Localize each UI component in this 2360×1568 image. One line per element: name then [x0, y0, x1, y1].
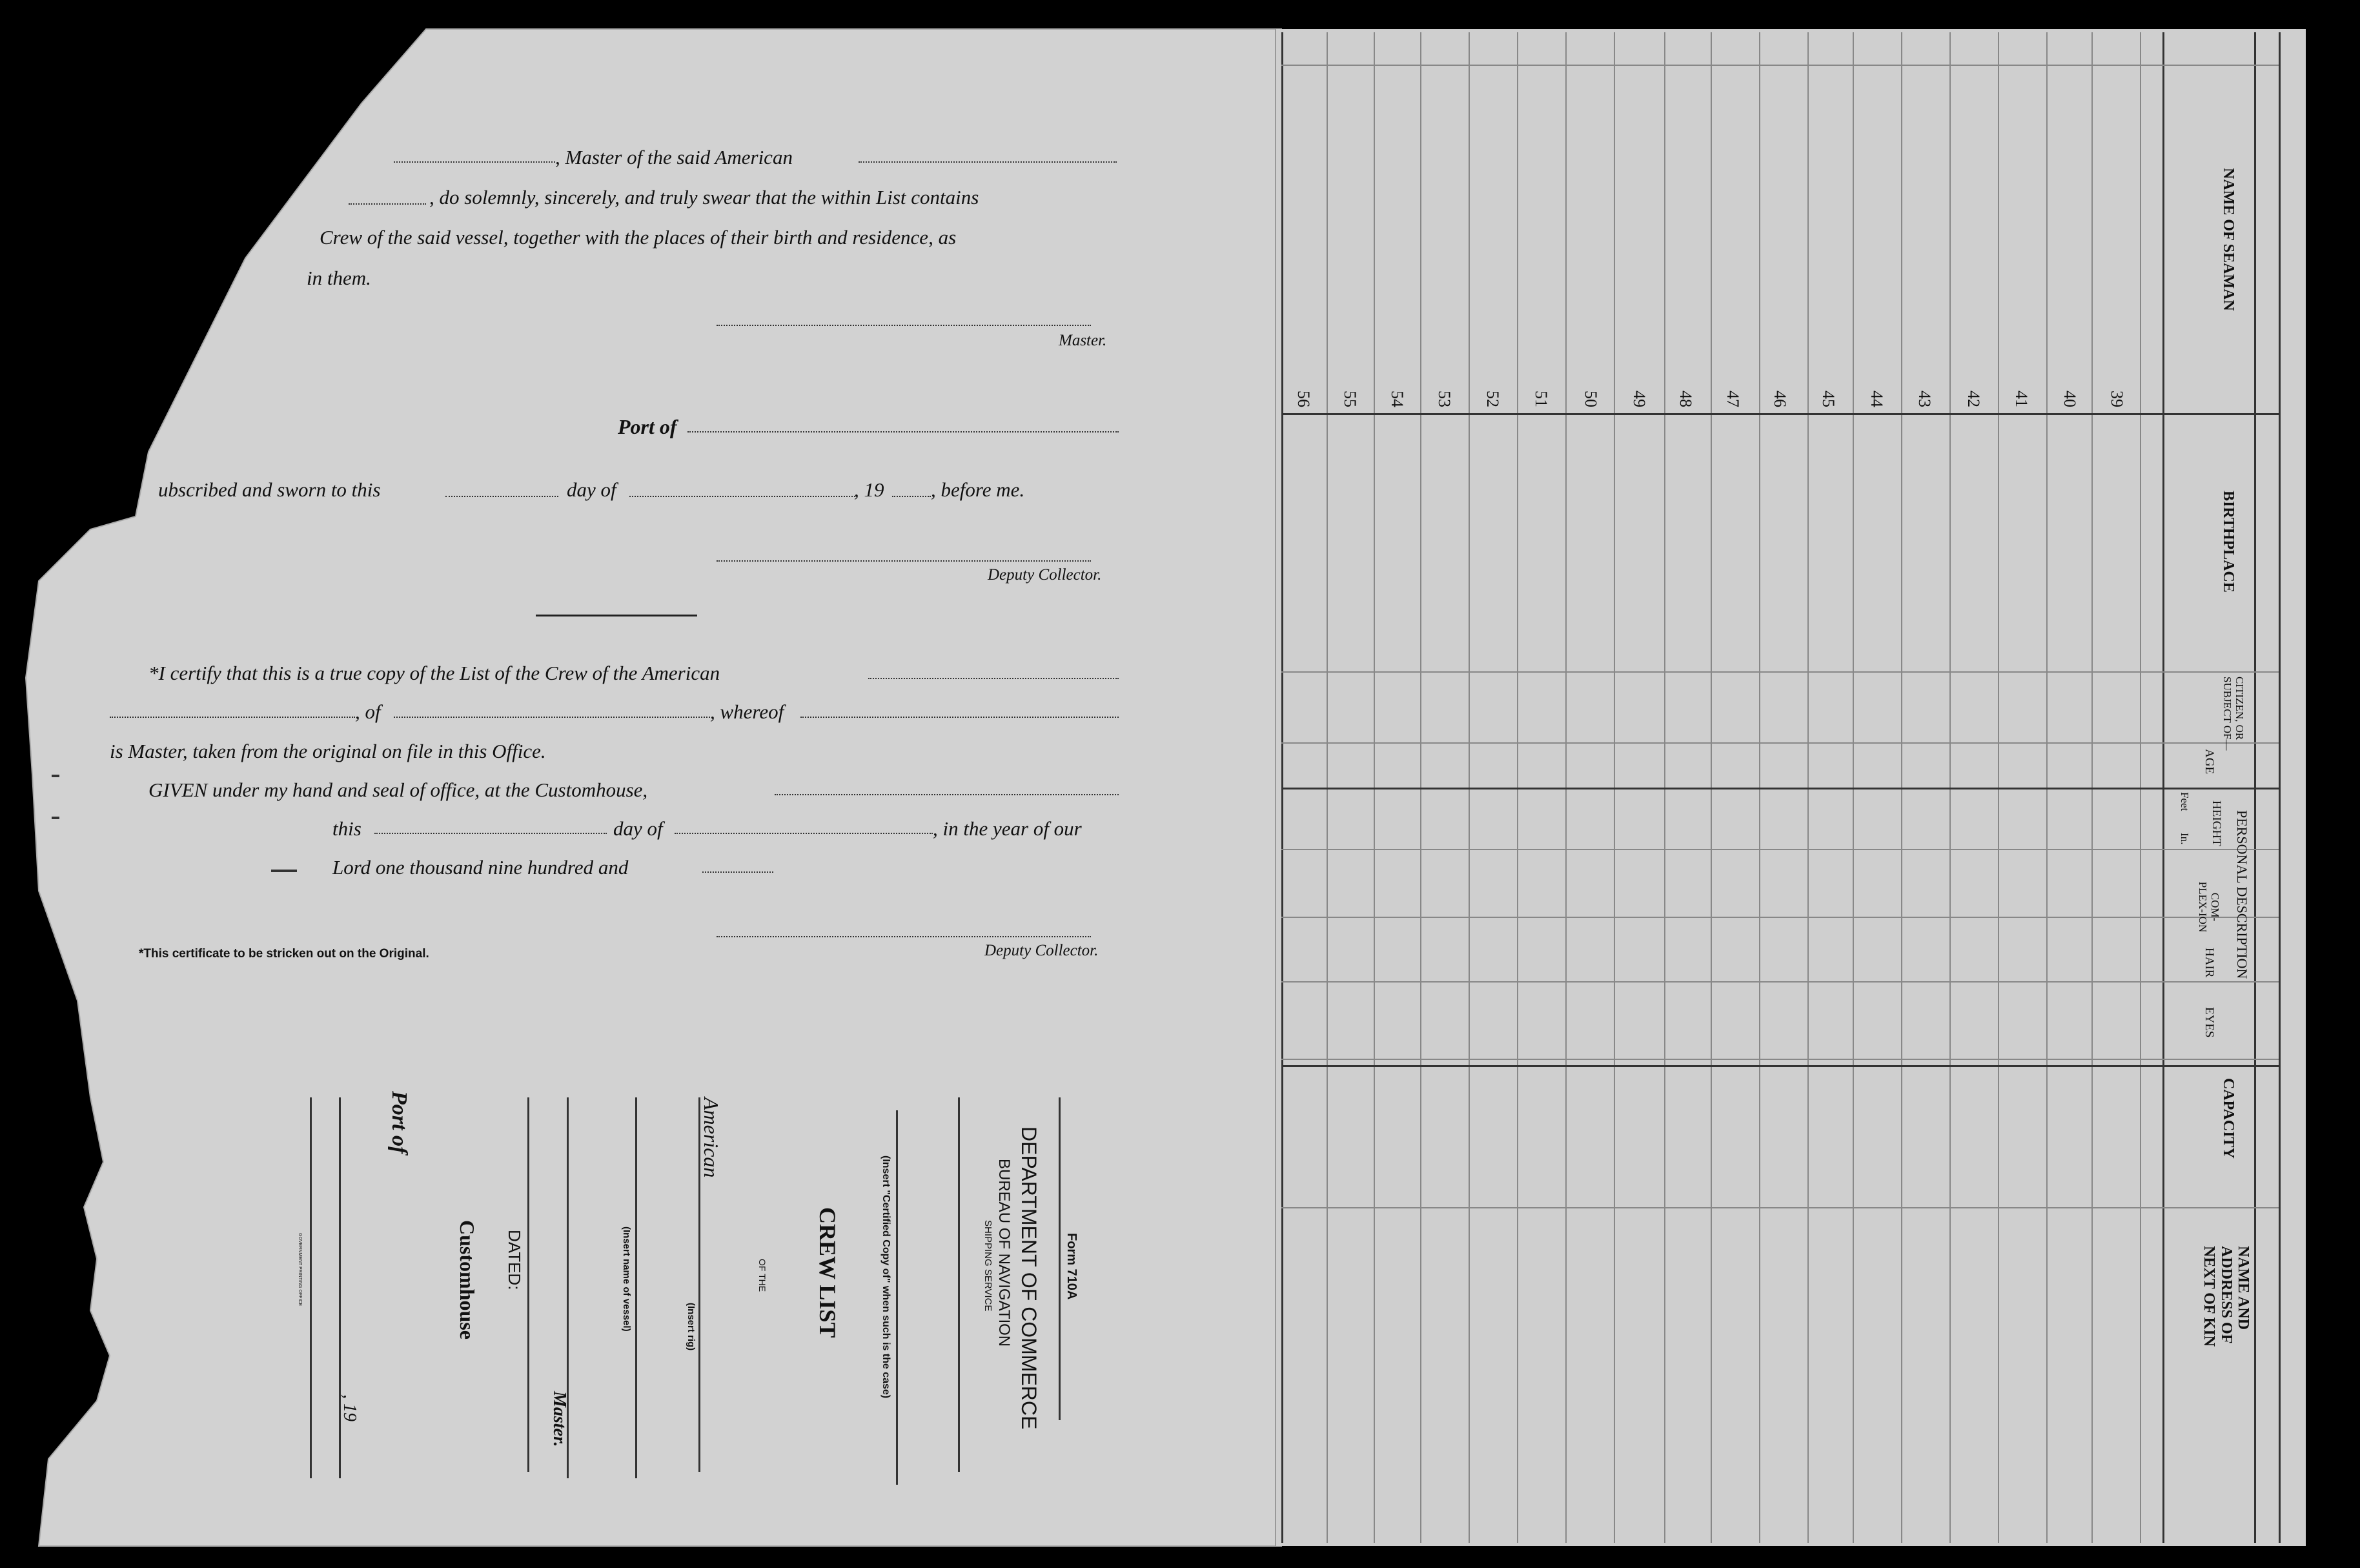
- blank-line: [687, 431, 1119, 433]
- grid-horizontal-line: [1281, 981, 2279, 983]
- row-number: 51: [1532, 391, 1551, 407]
- grid-horizontal-line: [1281, 65, 2279, 66]
- cover-customhouse: Customhouse: [456, 1220, 479, 1339]
- row-number: 53: [1435, 391, 1454, 407]
- grid-horizontal-line: [1281, 1207, 2279, 1208]
- blank-line: [349, 203, 426, 205]
- header-complexion: COM-PLEX-ION: [2197, 881, 2221, 933]
- grid-horizontal-line: [1281, 742, 2279, 744]
- row-number: 52: [1483, 391, 1502, 407]
- certify-whereof: , whereof: [710, 700, 784, 723]
- row-number: 46: [1771, 391, 1789, 407]
- header-citizen: CITIZEN, OR SUBJECT OF—: [2221, 677, 2246, 751]
- certify-day-of: day of: [613, 817, 663, 840]
- grid-horizontal-line: [1281, 849, 2279, 850]
- row-number: 50: [1582, 391, 1600, 407]
- certify-is-master: is Master, taken from the original on file in this Office.: [110, 740, 546, 762]
- header-height: HEIGHT: [2210, 800, 2223, 846]
- blank-line: [110, 717, 355, 718]
- oath-line-4: in them.: [307, 267, 371, 289]
- certify-of: , of: [355, 700, 381, 723]
- signature-line: [717, 325, 1091, 326]
- header-hair: HAIR: [2202, 948, 2216, 978]
- grid-horizontal-line: [1281, 413, 2279, 415]
- day-of-label: day of: [567, 478, 616, 501]
- header-age: AGE: [2202, 749, 2216, 775]
- cover-year: , 19: [340, 1394, 360, 1421]
- blank-line: [892, 496, 931, 497]
- header-in: In.: [2179, 833, 2191, 845]
- blank-line: [775, 794, 1119, 795]
- blank-line: [868, 678, 1119, 679]
- divider: [536, 615, 697, 616]
- cover-dated: DATED:: [505, 1230, 524, 1290]
- cover-rule: [635, 1097, 637, 1478]
- grid-horizontal-line: [1281, 1059, 2279, 1060]
- cover-master: Master.: [549, 1391, 569, 1447]
- cover-form: Form 710A: [1064, 1233, 1079, 1300]
- cover-department: DEPARTMENT OF COMMERCE: [1017, 1126, 1041, 1430]
- row-number: 49: [1630, 391, 1649, 407]
- blank-line: [394, 717, 710, 718]
- header-personal-description: PERSONAL DESCRIPTION: [2234, 810, 2250, 979]
- row-number: 42: [1964, 391, 1983, 407]
- cover-rule: [896, 1110, 898, 1485]
- oath-line-1: , Master of the said American: [555, 146, 793, 168]
- blank-line: [394, 161, 555, 163]
- row-number: 54: [1388, 391, 1407, 407]
- certify-line-1: *I certify that this is a true copy of the List of the Crew of the American: [148, 662, 720, 684]
- certify-footnote: *This certificate to be stricken out on the Original.: [139, 947, 429, 961]
- blank-line: [675, 833, 933, 834]
- port-of-label: Port of: [618, 415, 677, 438]
- signature-line: [717, 936, 1091, 937]
- row-number: 44: [1867, 391, 1886, 407]
- blank-line: [859, 161, 1117, 163]
- header-feet: Feet: [2179, 792, 2191, 811]
- row-number: 40: [2060, 391, 2079, 407]
- row-number: 47: [1724, 391, 1742, 407]
- signature-line: [717, 560, 1091, 562]
- row-number: 55: [1341, 391, 1359, 407]
- header-eyes: EYES: [2202, 1007, 2216, 1038]
- cover-service: SHIPPING SERVICE: [982, 1220, 993, 1312]
- oath-line-3: Crew of the said vessel, together with the places of their birth and residence, as: [320, 226, 957, 249]
- row-number: 48: [1676, 391, 1695, 407]
- header-birthplace: BIRTHPLACE: [2220, 491, 2237, 593]
- certify-given: GIVEN under my hand and seal of office, at the Customhouse,: [148, 779, 648, 801]
- blank-line: [629, 496, 855, 497]
- cover-rule: [1059, 1097, 1061, 1420]
- cover-printer: GOVERNMENT PRINTING OFFICE: [298, 1233, 302, 1307]
- certify-this: this: [332, 817, 361, 840]
- cover-of-the: OF THE: [757, 1259, 768, 1292]
- cover-crew-list: CREW LIST: [815, 1207, 840, 1338]
- row-number: 56: [1294, 391, 1313, 407]
- certify-deputy-collector: Deputy Collector.: [984, 942, 1099, 959]
- header-name-of-seaman: NAME OF SEAMAN: [2220, 168, 2237, 311]
- blank-line: [702, 871, 773, 873]
- cover-insert-certified: (Insert "Certified Copy of" when such is the case): [880, 1156, 891, 1399]
- deputy-collector-label: Deputy Collector.: [988, 566, 1102, 584]
- grid-vertical-line: [2279, 32, 2281, 1543]
- header-next-of-kin: NAME AND ADDRESS OF NEXT OF KIN: [2201, 1246, 2252, 1347]
- grid-horizontal-line: [1281, 917, 2279, 918]
- scan-mark: [52, 817, 59, 819]
- cover-american: American: [700, 1097, 723, 1178]
- certify-lord: Lord one thousand nine hundred and: [332, 856, 629, 879]
- cover-port-of: Port of: [387, 1091, 411, 1154]
- cover-rule: [958, 1097, 960, 1472]
- certify-in-year: , in the year of our: [933, 817, 1082, 840]
- master-label: Master.: [1059, 332, 1107, 349]
- row-number: 41: [2012, 391, 2031, 407]
- cover-insert-rig: (Insert rig): [686, 1303, 697, 1351]
- grid-horizontal-line: [1281, 671, 2279, 673]
- cover-bureau: BUREAU OF NAVIGATION: [995, 1159, 1013, 1347]
- header-capacity: CAPACITY: [2220, 1078, 2237, 1159]
- grid-horizontal-line: [1281, 788, 2279, 789]
- cover-rule: [310, 1097, 312, 1478]
- grid-horizontal-line: [1281, 1065, 2279, 1067]
- scan-mark: [271, 870, 297, 872]
- blank-line: [445, 496, 558, 497]
- subscribed-text: ubscribed and sworn to this: [158, 478, 381, 501]
- row-number: 45: [1819, 391, 1838, 407]
- blank-line: [374, 833, 607, 834]
- before-me-text: , before me.: [931, 478, 1025, 501]
- row-number: 39: [2108, 391, 2126, 407]
- cover-insert-name: (Insert name of vessel): [621, 1227, 632, 1332]
- row-number: 43: [1915, 391, 1934, 407]
- scan-mark: [52, 775, 59, 777]
- year-prefix: , 19: [854, 478, 884, 501]
- blank-line: [800, 717, 1119, 718]
- cover-rule: [527, 1097, 529, 1472]
- oath-line-2: , do solemnly, sincerely, and truly swear that the within List contains: [429, 186, 979, 209]
